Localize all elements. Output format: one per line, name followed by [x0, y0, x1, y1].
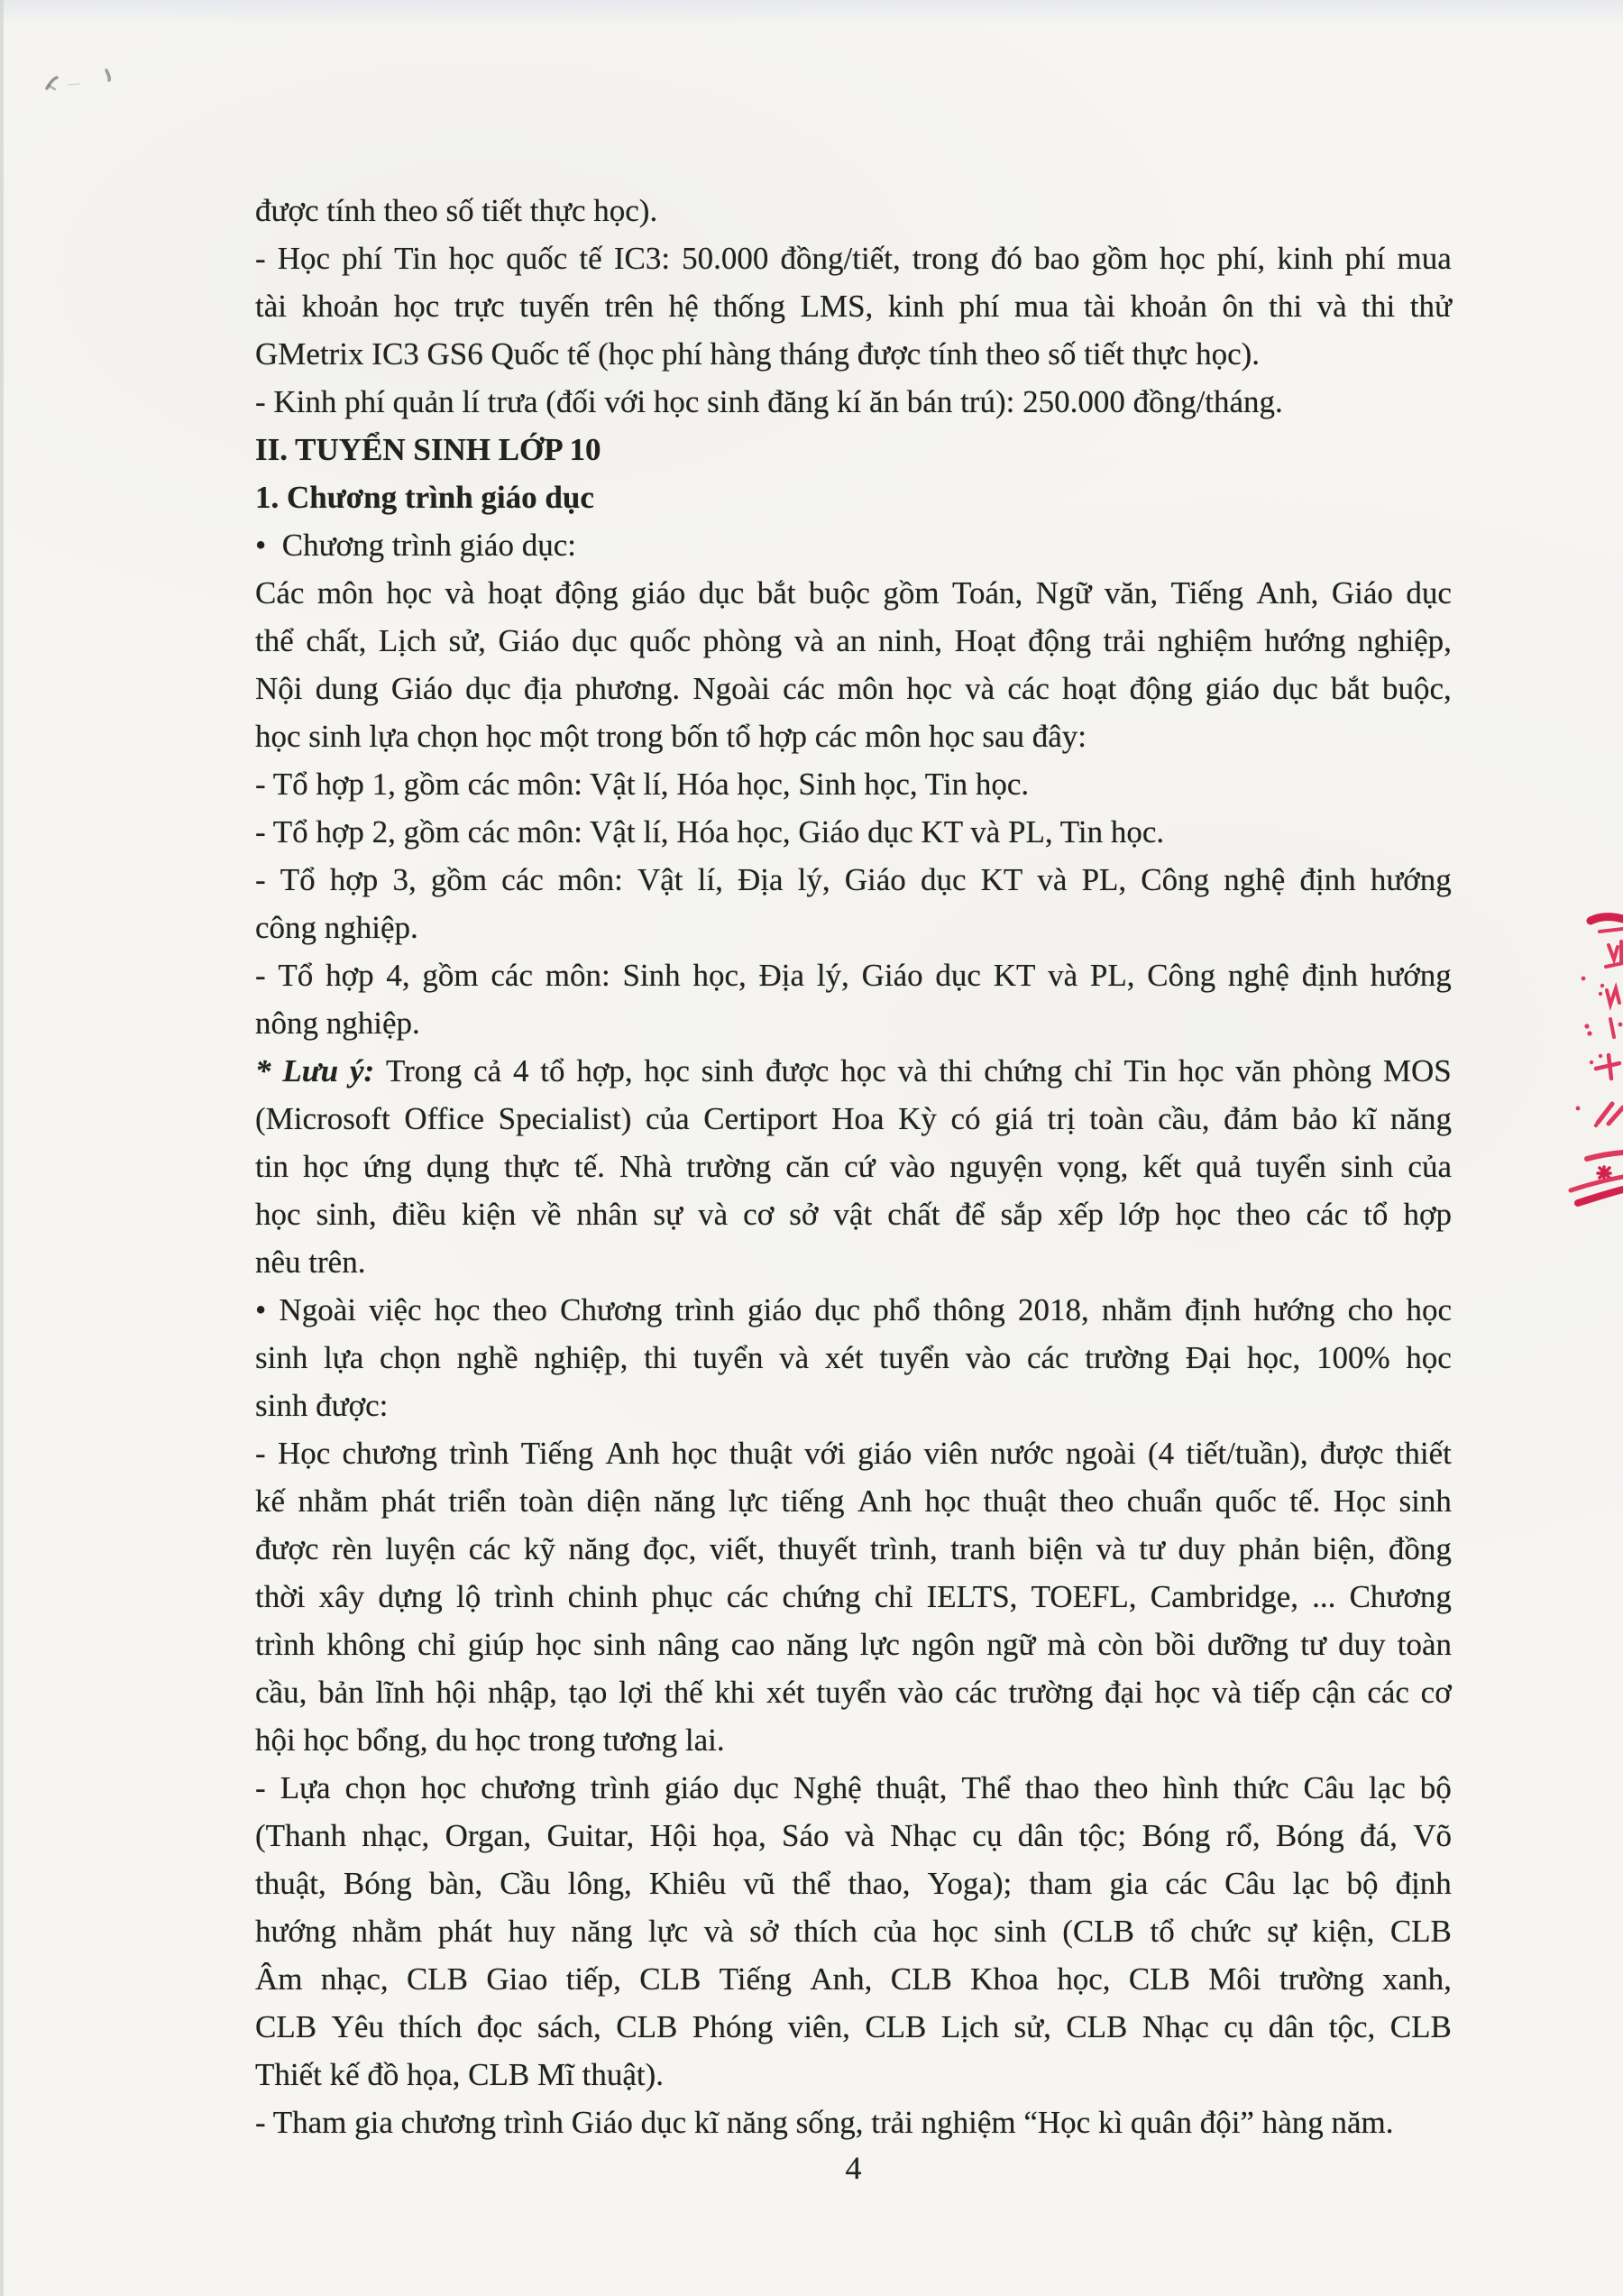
text-line: Thiết kế đồ họa, CLB Mĩ thuật).	[255, 2057, 664, 2092]
text-line: hướng nhằm phát huy năng lực và sở thích của học sinh (CLB tổ chức sự kiện, CLB	[255, 1914, 1452, 1949]
text-line: được tính theo số tiết thực học).	[255, 193, 658, 228]
text-line: CLB Yêu thích đọc sách, CLB Phóng viên, CLB Lịch sử, CLB Nhạc cụ dân tộc, CLB	[255, 2009, 1452, 2044]
text-line: nông nghiệp.	[255, 1006, 420, 1041]
text-line: thuật, Bóng bàn, Cầu lông, Khiêu vũ thể thao, Yoga); tham gia các Câu lạc bộ định	[255, 1866, 1452, 1901]
document-text-block	[255, 187, 1452, 2146]
text-line: * Lưu ý: Trong cả 4 tổ hợp, học sinh được học và thi chứng chỉ Tin học văn phòng MOS	[255, 1053, 1452, 1088]
text-line: thời xây dựng lộ trình chinh phục các chứng chỉ IELTS, TOEFL, Cambridge, ... Chương	[255, 1579, 1452, 1614]
text-line: thể chất, Lịch sử, Giáo dục quốc phòng và an ninh, Hoạt động trải nghiệm hướng nghiệp,	[255, 623, 1452, 658]
text-line: - Tổ hợp 4, gồm các môn: Sinh học, Địa lý, Giáo dục KT và PL, Công nghệ định hướng	[255, 958, 1452, 993]
text-line: công nghiệp.	[255, 910, 418, 945]
text-line: - Học chương trình Tiếng Anh học thuật với giáo viên nước ngoài (4 tiết/tuần), được thiết	[255, 1436, 1452, 1471]
text-line: (Microsoft Office Specialist) của Certiport Hoa Kỳ có giá trị toàn cầu, đảm bảo kĩ năng	[255, 1101, 1452, 1136]
text-line: Âm nhạc, CLB Giao tiếp, CLB Tiếng Anh, CLB Khoa học, CLB Môi trường xanh,	[255, 1961, 1452, 1997]
text-line: tin học ứng dụng thực tế. Nhà trường căn cứ vào nguyện vọng, kết quả tuyển sinh của	[255, 1149, 1452, 1184]
section-heading: 1. Chương trình giáo dục	[255, 480, 594, 515]
scan-top-shadow-band	[0, 0, 1623, 25]
text-line: học sinh lựa chọn học một trong bốn tổ hợp các môn học sau đây:	[255, 719, 1087, 754]
section-heading: II. TUYỂN SINH LỚP 10	[255, 432, 601, 467]
text-line: tài khoản học trực tuyến trên hệ thống LMS, kinh phí mua tài khoản ôn thi và thi thử	[255, 289, 1452, 324]
text-line: trình không chỉ giúp học sinh nâng cao năng lực ngôn ngữ mà còn bồi dưỡng tư duy toàn	[255, 1627, 1452, 1662]
text-line: sinh lựa chọn nghề nghiệp, thi tuyển và xét tuyển vào các trường Đại học, 100% học	[255, 1340, 1452, 1375]
text-line: nêu trên.	[255, 1244, 366, 1280]
text-line: cầu, bản lĩnh hội nhập, tạo lợi thế khi xét tuyển vào các trường đại học và tiếp cận các cơ	[255, 1675, 1452, 1710]
text-line: - Học phí Tin học quốc tế IC3: 50.000 đồng/tiết, trong đó bao gồm học phí, kinh phí mua	[255, 241, 1452, 276]
text-line: Các môn học và hoạt động giáo dục bắt buộc gồm Toán, Ngữ văn, Tiếng Anh, Giáo dục	[255, 575, 1452, 611]
text-line: - Tổ hợp 3, gồm các môn: Vật lí, Địa lý, Giáo dục KT và PL, Công nghệ định hướng	[255, 862, 1452, 897]
scan-speck-marks	[27, 54, 207, 162]
text-line: hội học bổng, du học trong tương lai.	[255, 1722, 725, 1758]
text-line: Nội dung Giáo dục địa phương. Ngoài các môn học và các hoạt động giáo dục bắt buộc,	[255, 671, 1452, 706]
text-line: GMetrix IC3 GS6 Quốc tế (học phí hàng tháng được tính theo số tiết thực học).	[255, 336, 1261, 372]
text-line: - Tổ hợp 2, gồm các môn: Vật lí, Hóa học, Giáo dục KT và PL, Tin học.	[255, 814, 1165, 850]
page-edge-line	[0, 0, 4, 2296]
bullet-line: • Ngoài việc học theo Chương trình giáo dục phổ thông 2018, nhằm định hướng cho học	[255, 1292, 1452, 1327]
text-line: - Lựa chọn học chương trình giáo dục Nghệ thuật, Thể thao theo hình thức Câu lạc bộ	[255, 1770, 1452, 1805]
red-ink-stamp-marks	[1556, 900, 1623, 1211]
text-line: được rèn luyện các kỹ năng đọc, viết, thuyết trình, tranh biện và tư duy phản biện, đồng	[255, 1531, 1452, 1566]
text-line: học sinh, điều kiện về nhân sự và cơ sở vật chất để sắp xếp lớp học theo các tổ hợp	[255, 1197, 1452, 1232]
text-line: - Tham gia chương trình Giáo dục kĩ năng sống, trải nghiệm “Học kì quân đội” hàng năm.	[255, 2105, 1394, 2140]
text-line: (Thanh nhạc, Organ, Guitar, Hội họa, Sáo và Nhạc cụ dân tộc; Bóng rổ, Bóng đá, Võ	[255, 1818, 1452, 1853]
bullet-line: • Chương trình giáo dục:	[255, 528, 576, 563]
text-line: kế nhằm phát triển toàn diện năng lực tiếng Anh học thuật theo chuẩn quốc tế. Học sinh	[255, 1483, 1452, 1519]
text-line: - Tổ hợp 1, gồm các môn: Vật lí, Hóa học, Sinh học, Tin học.	[255, 767, 1030, 802]
page-number: 4	[845, 2150, 862, 2186]
text-line: sinh được:	[255, 1388, 389, 1423]
text-line: - Kinh phí quản lí trưa (đối với học sinh đăng kí ăn bán trú): 250.000 đồng/tháng.	[255, 384, 1283, 419]
